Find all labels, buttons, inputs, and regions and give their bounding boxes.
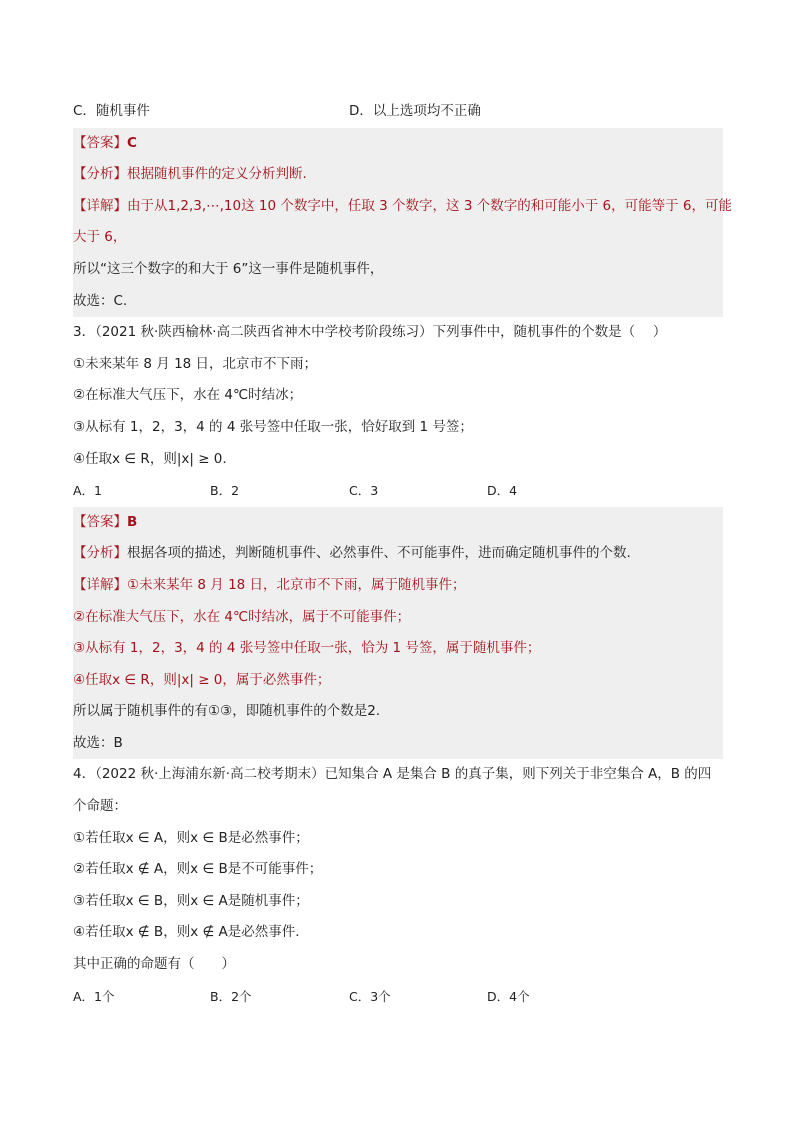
q3-detail-line-1 [73,570,723,602]
q3-detail-line-5: 所以属于随机事件的有①③，即随机事件的个数是2. [73,703,381,720]
q3-detail-line-6: 故选：B [73,734,123,751]
q3-analysis-line [73,538,723,570]
answer-label: 【答案】 [73,134,127,151]
analysis-text: 根据各项的描述，判断随机事件、必然事件、不可能事件，进而确定随机事件的个数. [127,545,631,562]
q4-option-a: A．1个 [73,988,115,1004]
q3-detail-line-4: ④任取x ∈ R，则|x| ≥ 0，属于必然事件； [73,671,331,688]
detail-text: ①未来某年 8 月 18 日，北京市不下雨，属于随机事件； [127,576,466,593]
answer-value: B [127,513,138,530]
q2-detail-line-2: 大于 6， [73,229,127,246]
detail-text: 由于从1,2,3,⋯,10这 10 个数字中，任取 3 个数字，这 3 个数字的和可能小于 6，可能等于 6，可能 [127,197,732,214]
q2-answer-block [73,128,732,318]
analysis-text: 根据随机事件的定义分析判断. [127,166,307,183]
q3-item-4: ④任取x ∈ R，则|x| ≥ 0. [73,450,227,467]
analysis-label: 【分析】 [73,545,127,562]
answer-value: C [127,134,137,151]
q2-analysis-line [73,159,723,191]
q4-option-d: D．4个 [487,988,530,1004]
q3-option-c: C．3 [349,483,379,499]
q3-item-3: ③从标有 1，2，3，4 的 4 张号签中任取一张，恰好取到 1 号签； [73,418,473,435]
q3-item-1: ①未来某年 8 月 18 日，北京市不下雨； [73,355,318,372]
q4-option-c: C．3个 [349,988,391,1004]
q3-answer-block [73,507,723,760]
q3-detail-line-3: ③从标有 1，2，3，4 的 4 张号签中任取一张，恰为 1 号签，属于随机事件； [73,640,541,657]
q2-detail-line-3: 所以“这三个数字的和大于 6”这一事件是随机事件， [73,260,384,277]
q3-item-2: ②在标准大气压下，水在 4℃时结冰； [73,387,303,404]
q4-options-row [73,981,723,1013]
q4-item-4: ④若任取x ∉ B，则x ∉ A是必然事件. [73,924,300,941]
q2-detail-line-4: 故选：C. [73,292,128,309]
q4-stem-line-1: 4．（2022 秋·上海浦东新·高二校考期末）已知集合 A 是集合 B 的真子集，则下列关于非空集合 A，B 的四 [73,766,712,783]
q3-answer-line [73,507,723,539]
q4-stem-line-2: 个命题： [73,798,127,815]
q2-option-c: C．随机事件 [73,103,150,119]
q2-options-row [73,96,723,128]
q4-item-2: ②若任取x ∉ A，则x ∈ B是不可能事件； [73,861,323,878]
analysis-label: 【分析】 [73,166,127,183]
q4-item-3: ③若任取x ∈ B，则x ∈ A是随机事件； [73,892,309,909]
detail-label: 【详解】 [73,197,127,214]
q3-option-b: B．2 [210,483,240,499]
q3-detail-line-2: ②在标准大气压下，水在 4℃时结冰，属于不可能事件； [73,608,411,625]
detail-label: 【详解】 [73,576,127,593]
q3-stem: 3．（2021 秋·陕西榆林·高二陕西省神木中学校考阶段练习）下列事件中，随机事件的个数是（ ） [73,324,667,341]
q2-detail-line-1 [73,191,732,223]
q4-option-b: B．2个 [210,988,252,1004]
q3-option-a: A．1 [73,483,103,499]
q2-answer-line [73,128,723,160]
answer-label: 【答案】 [73,513,127,530]
q3-options-row [73,475,723,507]
q4-item-1: ①若任取x ∈ A，则x ∈ B是必然事件； [73,829,309,846]
q4-question: 其中正确的命题有（ ） [73,956,235,973]
document-page [73,96,732,1012]
q3-option-d: D．4 [487,483,518,499]
q2-option-d: D．以上选项均不正确 [349,103,481,119]
